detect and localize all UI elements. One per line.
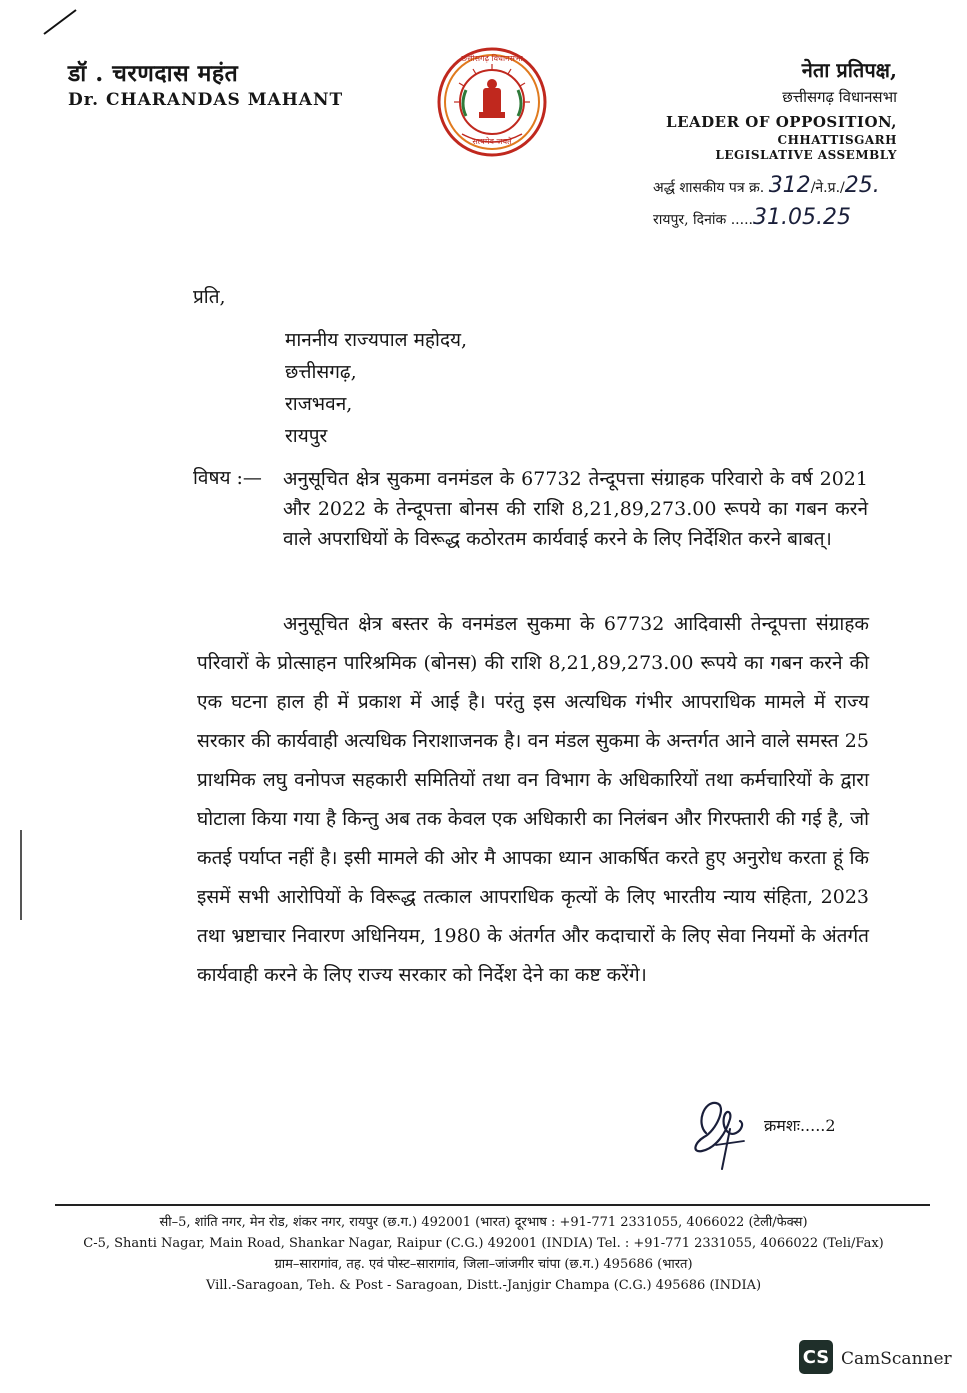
subject-label: विषय :— [193, 467, 262, 489]
assembly-english: LEGISLATIVE ASSEMBLY [715, 148, 897, 162]
subject-text: अनुसूचित क्षेत्र सुकमा वनमंडल के 67732 तेन्दूपत्ता संग्राहक परिवारो के वर्ष 2021 और 2022 के तेन्दूपत्ता बोनस की राशि 8,21,89,273.00 रूपये का गबन करने वाले अपराधियों के विरूद्ध कठोरतम कार्यवाई करने के लिए निर्देशित करने बाबत्। [283, 468, 868, 550]
footer-divider [55, 1204, 930, 1206]
reference-label: अर्द्ध शासकीय पत्र क्र. [653, 180, 765, 196]
addressee-line: माननीय राज्यपाल महोदय, [285, 329, 468, 351]
assembly-emblem [436, 46, 548, 158]
reference-year: 25. [844, 173, 880, 198]
date-line: रायपुर, दिनांक .....31.05.25 [653, 205, 851, 230]
reference-line [653, 173, 880, 198]
body-paragraph: अनुसूचित क्षेत्र बस्तर के वनमंडल सुकमा के 67732 आदिवासी तेन्दूपत्ता संग्राहक परिवारों के प्रोत्साहन पारिश्रमिक (बोनस) की राशि 8,21,89,273.00 रूपये का गबन करने की एक घटना हाल ही में प्रकाश में आई है। परंतु इस अत्यधिक गंभीर आपराधिक मामले में राज्य सरकार की कार्यवाही अत्यधिक निराशाजनक है। वन मंडल सुकमा के अन्तर्गत आने वाले समस्त 25 प्राथमिक लघु वनोपज सहकारी समितियों तथा वन विभाग के अधिकारियों तथा कर्मचारियों के द्वारा घोटाला किया गया है किन्तु अब तक केवल एक अधिकारी का निलंबन और गिरफ्तारी की गई है, जो कतई पर्याप्त नहीं है। इसी मामले की ओर मै आपका ध्यान आकर्षित करते हुए अनुरोध करता हूं कि इसमें सभी आरोपियों के विरूद्ध तत्काल आपराधिक कृत्यों के लिए भारतीय न्याय संहिता, 2023 तथा भ्रष्टाचार निवारण अधिनियम, 1980 के अंतर्गत और कदाचारों के लिए सेवा नियमों के अंतर्गत कार्यवाही करने के लिए राज्य सरकार को निर्देश देने का कष्ट करेंगे। [197, 613, 869, 986]
addressee-block [285, 324, 467, 452]
margin-mark [20, 830, 22, 920]
state-english: CHHATTISGARH [777, 133, 897, 147]
date-value: 31.05.25 [752, 205, 851, 230]
reference-suffix: /ने.प्र./ [810, 180, 845, 196]
footer-address [0, 1212, 967, 1296]
footer-line-english-saragaon: Vill.-Saragoan, Teh. & Post - Saragoan, Distt.-Janjgir Champa (C.G.) 495686 (INDIA) [205, 1278, 762, 1293]
emblem-motto: सत्यमेव जयते [472, 137, 512, 146]
reference-number: 312 [768, 173, 811, 198]
camscanner-logo [799, 1340, 833, 1374]
addressee-line: रायपुर [285, 425, 328, 447]
footer-line-hindi-saragaon: ग्राम–सारागांव, तह. एवं पोस्ट–सारागांव, जिला–जांजगीर चांपा (छ.ग.) 495686 (भारत) [274, 1257, 693, 1272]
signature [686, 1093, 756, 1173]
footer-line-hindi-raipur: सी–5, शांति नगर, मेन रोड, शंकर नगर, रायपुर (छ.ग.) 492001 (भारत) दूरभाष : +91-771 2331055, 4066022 (टेली/फेक्स) [159, 1215, 808, 1230]
camscanner-badge: CS [799, 1340, 833, 1374]
to-label: प्रति, [193, 286, 226, 308]
assembly-hindi: छत्तीसगढ़ विधानसभा [782, 88, 897, 106]
designation-block [666, 56, 897, 162]
addressee-line: छत्तीसगढ़, [285, 361, 357, 383]
continuation-note: क्रमशः.....2 [764, 1116, 836, 1135]
date-label: रायपुर, दिनांक [653, 212, 727, 228]
emblem-title: छत्तीसगढ़ विधानसभा [461, 54, 523, 63]
designation-hindi: नेता प्रतिपक्ष, [801, 58, 897, 82]
designation-english: LEADER OF OPPOSITION, [666, 113, 897, 131]
sender-name-english: Dr. CHARANDAS MAHANT [68, 90, 344, 110]
addressee-line: राजभवन, [285, 393, 353, 415]
slash-mark [40, 6, 80, 36]
sender-name-hindi: डॉ . चरणदास महंत [68, 60, 239, 87]
camscanner-text: CamScanner [841, 1349, 952, 1369]
footer-line-english-raipur: C-5, Shanti Nagar, Main Road, Shankar Nagar, Raipur (C.G.) 492001 (INDIA) Tel. : +91-771 2331055, 4066022 (Teli/Fax) [83, 1236, 884, 1251]
